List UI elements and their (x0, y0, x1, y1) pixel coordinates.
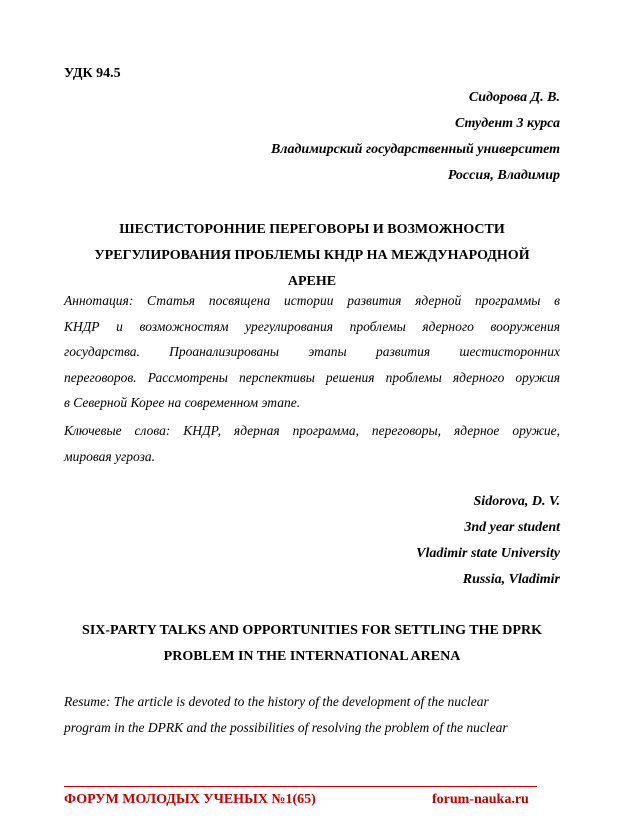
keywords-ru (64, 418, 560, 469)
title-ru-line: УРЕГУЛИРОВАНИЯ ПРОБЛЕМЫ КНДР НА МЕЖДУНАРОДНОЙ (94, 248, 530, 263)
title-ru-line: ШЕСТИСТОРОННИЕ ПЕРЕГОВОРЫ И ВОЗМОЖНОСТИ (119, 222, 505, 237)
footer-divider (64, 786, 537, 787)
author-name-ru: Сидорова Д. В. (468, 90, 560, 105)
resume-en (64, 689, 560, 740)
keywords-ru-line: Ключевые слова: КНДР, ядерная программа, переговоры, ядерное оружие, (64, 423, 560, 438)
author-university-ru: Владимирский государственный университет (270, 142, 560, 157)
resume-en-line: Resume: The article is devoted to the history of the development of the nuclear (64, 694, 489, 709)
title-ru-line: АРЕНЕ (287, 274, 337, 289)
article-title-ru (64, 217, 560, 295)
abstract-ru-line: государства. Проанализированы этапы развития шестисторонних (64, 344, 560, 360)
author-position-en: 3nd year student (464, 520, 560, 535)
author-position-ru: Студент 3 курса (454, 116, 560, 131)
abstract-ru-line: в Северной Корее на современном этапе. (64, 395, 301, 411)
abstract-ru-line: Аннотация: Статья посвящена истории развития ядерной программы в (64, 293, 560, 308)
abstract-ru-line: КНДР и возможностям урегулирования проблемы ядерного вооружения (64, 318, 560, 334)
article-title-en (64, 618, 560, 670)
author-location-ru: Россия, Владимир (447, 168, 560, 183)
abstract-ru (64, 288, 560, 416)
author-name-en: Sidorova, D. V. (473, 494, 560, 509)
footer-journal-name: ФОРУМ МОЛОДЫХ УЧЕНЫХ №1(65) (64, 792, 316, 807)
author-block-en (416, 489, 560, 593)
author-location-en: Russia, Vladimir (462, 572, 560, 587)
abstract-ru-line: переговоров. Рассмотрены перспективы решения проблемы ядерного оружия (64, 369, 560, 385)
author-block-ru (271, 85, 560, 189)
footer-site-link[interactable]: forum-nauka.ru (432, 792, 529, 807)
author-university-en: Vladimir state University (416, 546, 560, 561)
udk-code: УДК 94.5 (64, 66, 121, 81)
resume-en-line: program in the DPRK and the possibilities of resolving the problem of the nuclear (64, 719, 508, 735)
title-en-line: PROBLEM IN THE INTERNATIONAL ARENA (163, 649, 461, 664)
title-en-line: SIX-PARTY TALKS AND OPPORTUNITIES FOR SETTLING THE DPRK (82, 623, 542, 638)
keywords-ru-line: мировая угроза. (64, 448, 156, 464)
